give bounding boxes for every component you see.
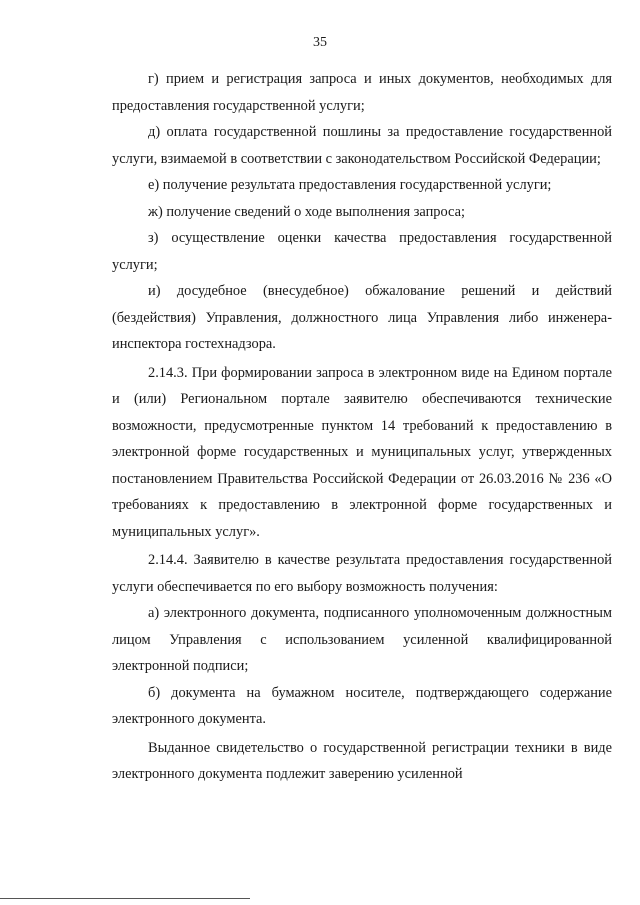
paragraph-item-b: б) документа на бумажном носителе, подтверждающего содержание электронного документа.	[112, 684, 612, 727]
paragraph-item-g: г) прием и регистрация запроса и иных документов, необходимых для предоставления государственной услуги;	[112, 71, 612, 114]
paragraph-item-zh: ж) получение сведений о ходе выполнения запроса;	[148, 203, 466, 220]
paragraph-item-e: е) получение результата предоставления государственной услуги;	[148, 177, 552, 193]
paragraph-item-d: д) оплата государственной пошлины за предоставление государственной услуги, взимаемой в соответствии с законодательством Российской Федерации;	[112, 124, 612, 167]
footer-divider	[0, 898, 250, 899]
paragraph-certificate: Выданное свидетельство о государственной регистрации техники в виде электронного документа подлежит заверению усиленной	[112, 739, 612, 782]
paragraph-item-z: з) осуществление оценки качества предоставления государственной услуги;	[112, 230, 612, 273]
paragraph-2-14-4: 2.14.4. Заявителю в качестве результата предоставления государственной услуги обеспечивается по его выбору возможность получения:	[112, 552, 612, 595]
document-body	[112, 66, 612, 788]
paragraph-2-14-3: 2.14.3. При формировании запроса в электронном виде на Едином портале и (или) Региональном портале заявителю обеспечиваются технические возможности, предусмотренные пунктом 14 требований к предоставлению в электронной форме государственных и муниципальных услуг, утвержденных постановлением Правительства Российской Федерации от 26.03.2016 № 236 «О требованиях к предоставлению в электронной форме государственных и муниципальных услуг».	[112, 364, 612, 540]
paragraph-item-i: и) досудебное (внесудебное) обжалование решений и действий (бездействия) Управления, должностного лица Управления либо инженера-инспектора гостехнадзора.	[112, 283, 612, 352]
page-number: 35	[313, 35, 327, 50]
paragraph-item-a: а) электронного документа, подписанного уполномоченным должностным лицом Управления с использованием усиленной квалифицированной электронной подписи;	[112, 605, 612, 674]
